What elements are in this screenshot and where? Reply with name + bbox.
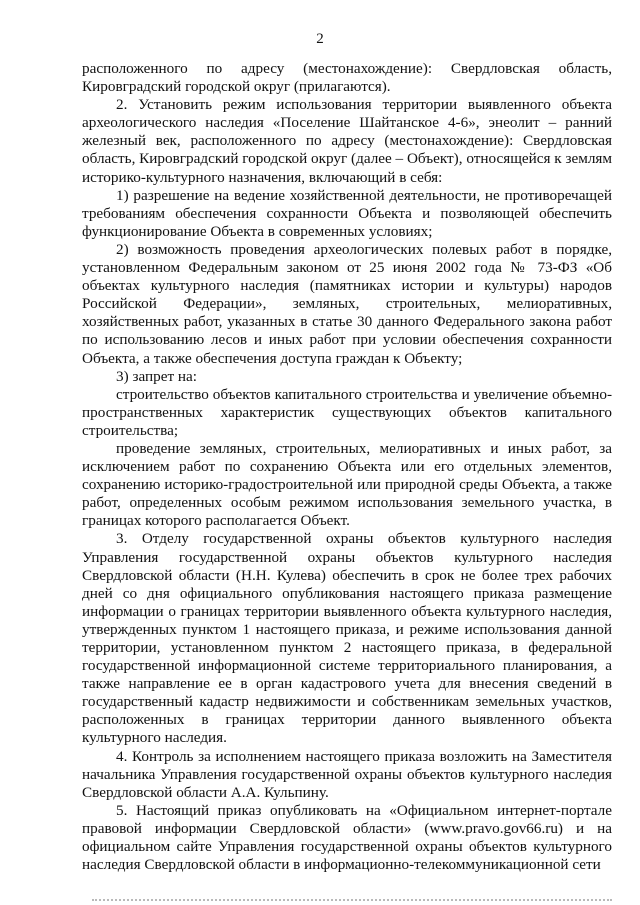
paragraph-prohibition-construction: строительство объектов капитального строительства и увеличение объемно-пространственных характеристик существующих объектов капитального строительства; <box>82 385 612 439</box>
paragraph-item-5-publication: 5. Настоящий приказ опубликовать на «Официальном интернет-портале правовой информации Свердловской области» (www.pravo.gov66.ru) и на официальном сайте Управления государственной охраны объектов культурного наследия Свердловской области в информационно-телекоммуникационной сети <box>82 801 612 874</box>
paragraph-subitem-3-prohibition: 3) запрет на: <box>116 367 197 385</box>
paragraph-prohibition-works: проведение земляных, строительных, мелиоративных и иных работ, за исключением работ по сохранению Объекта или его отдельных элементов, сохранению историко-градостроительной или природной среды Объекта, а также работ, определенных особым режимом использования земельного участка, в границах которого располагается Объект. <box>82 439 612 530</box>
paragraph-item-4-control: 4. Контроль за исполнением настоящего приказа возложить на Заместителя начальника Управления государственной охраны объектов культурного наследия Свердловской области А.А. Кульпину. <box>82 747 612 801</box>
document-body <box>82 60 612 874</box>
page-number: 2 <box>316 31 324 47</box>
paragraph-subitem-2-possibility: 2) возможность проведения археологических полевых работ в порядке, установленном Федеральным законом от 25 июня 2002 года № 73-ФЗ «Об объектах культурного наследия (памятниках истории и культуры) народов Российской Федерации», земляных, строительных, мелиоративных, хозяйственных работ, указанных в статье 30 данного Федерального закона работ по использованию лесов и иных работ при условии обеспечения сохранности Объекта, а также обеспечения доступа граждан к Объекту; <box>82 240 612 367</box>
next-line-fragment <box>0 897 640 905</box>
paragraph-item-2-regime: 2. Установить режим использования территории выявленного объекта археологического наследия «Поселение Шайтанское 4-6», энеолит – ранний железный век, расположенного по адресу (местонахождение): Свердловская область, Кировградский городской округ (далее – Объект), относящейся к землям историко-культурного назначения, включающий в себя: <box>82 96 612 186</box>
clipped-text-line <box>92 899 612 901</box>
paragraph-address-continuation: расположенного по адресу (местонахождение): Свердловская область, Кировградский городской округ (прилагаются). <box>82 60 612 96</box>
paragraph-item-3-department: 3. Отделу государственной охраны объектов культурного наследия Управления государственной охраны объектов культурного наследия Свердловской области (Н.Н. Кулева) обеспечить в срок не более трех рабочих дней со дня официального опубликования настоящего приказа размещение информации о границах территории выявленного объекта культурного наследия, утвержденных пунктом 1 настоящего приказа, и режиме использования данной территории, установленном пунктом 2 настоящего приказа, в федеральной государственной информационной системе территориального планирования, а также направление ее в орган кадастрового учета для внесения сведений в государственный кадастр недвижимости и собственникам земельных участков, расположенных в границах территории данного выявленного объекта культурного наследия. <box>82 530 612 747</box>
paragraph-subitem-1-permission: 1) разрешение на ведение хозяйственной деятельности, не противоречащей требованиям обеспечения сохранности Объекта и позволяющей обеспечить функционирование Объекта в современных условиях; <box>82 186 612 240</box>
